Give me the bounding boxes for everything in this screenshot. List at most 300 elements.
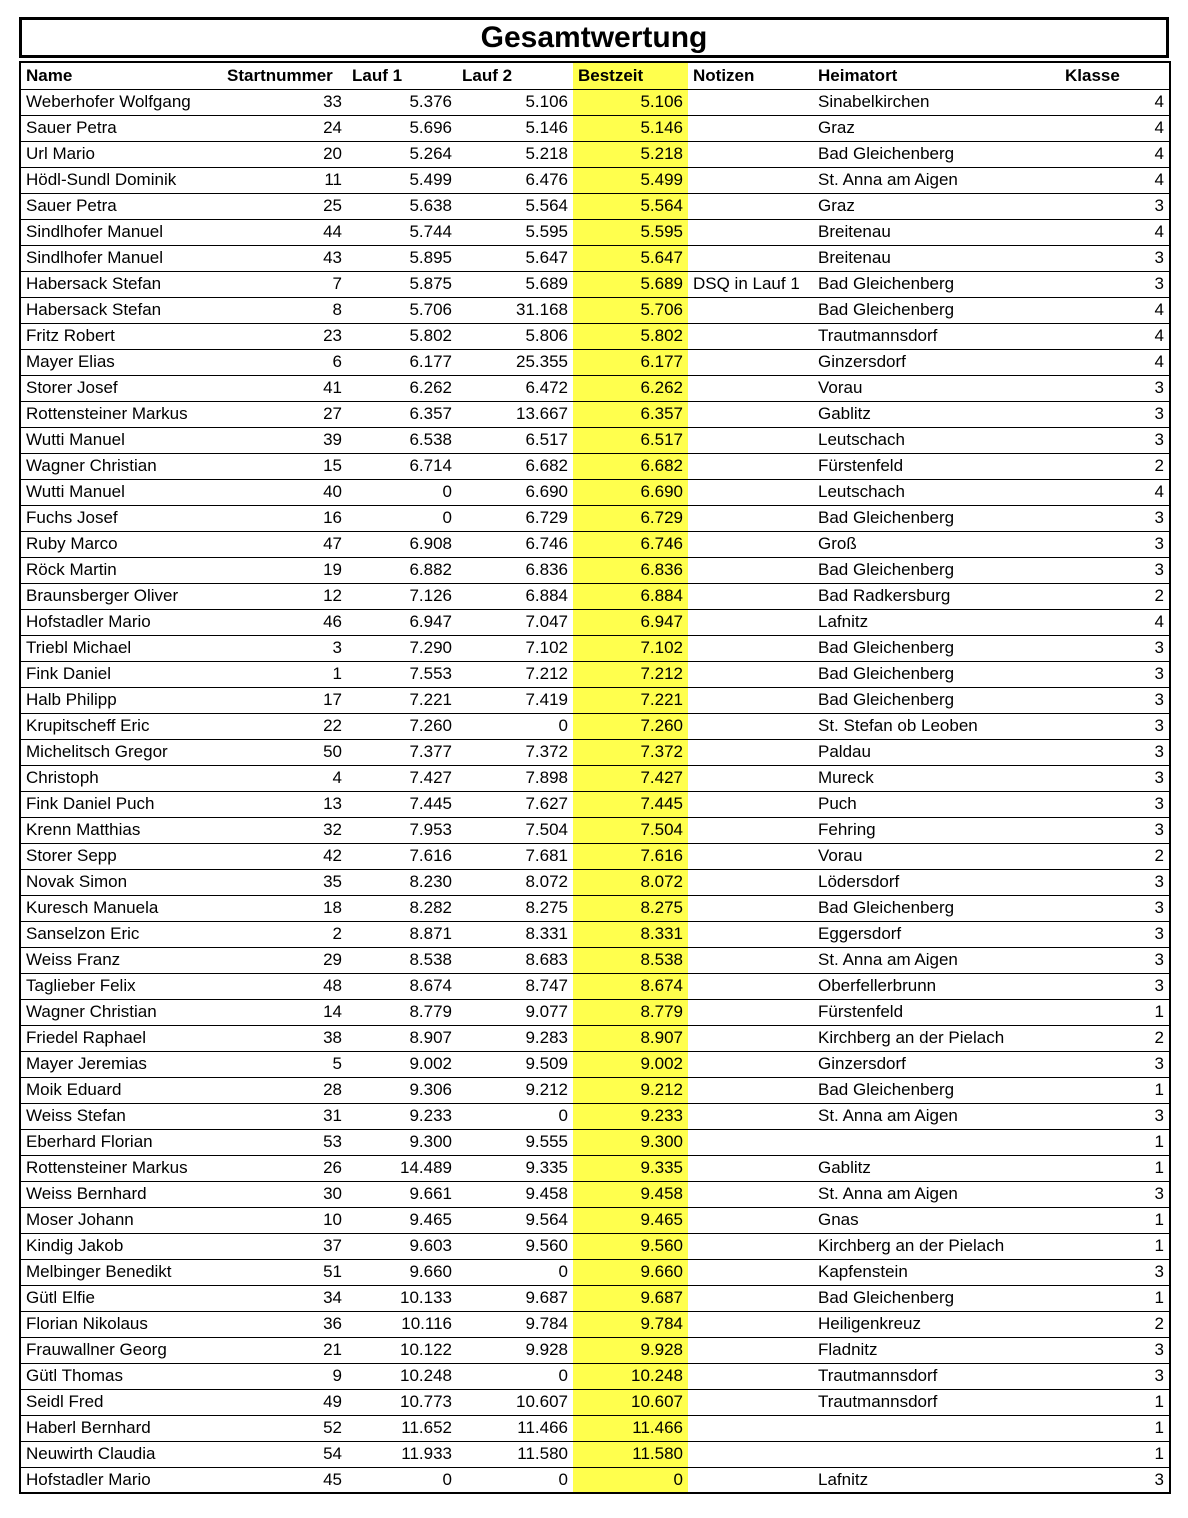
name-cell: Moik Eduard	[20, 1077, 222, 1103]
notizen-cell	[688, 661, 813, 687]
notizen-cell	[688, 1467, 813, 1493]
notizen-cell	[688, 843, 813, 869]
klasse-cell: 3	[1060, 557, 1170, 583]
klasse-cell: 2	[1060, 1311, 1170, 1337]
lauf2-cell: 13.667	[457, 401, 573, 427]
table-row	[20, 791, 1170, 817]
startnummer-cell: 10	[222, 1207, 347, 1233]
bestzeit-cell: 6.517	[573, 427, 688, 453]
heimatort-cell: Lödersdorf	[813, 869, 1060, 895]
notizen-cell	[688, 921, 813, 947]
name-cell: Gütl Elfie	[20, 1285, 222, 1311]
heimatort-cell: Puch	[813, 791, 1060, 817]
name-cell: Sauer Petra	[20, 193, 222, 219]
lauf2-cell: 9.555	[457, 1129, 573, 1155]
startnummer-cell: 22	[222, 713, 347, 739]
startnummer-cell: 8	[222, 297, 347, 323]
klasse-cell: 3	[1060, 1181, 1170, 1207]
bestzeit-cell: 7.616	[573, 843, 688, 869]
klasse-cell: 1	[1060, 1077, 1170, 1103]
lauf2-cell: 0	[457, 1103, 573, 1129]
table-row	[20, 1233, 1170, 1259]
bestzeit-cell: 9.300	[573, 1129, 688, 1155]
klasse-cell: 4	[1060, 89, 1170, 115]
name-cell: Hofstadler Mario	[20, 609, 222, 635]
klasse-cell: 1	[1060, 1389, 1170, 1415]
table-row	[20, 1363, 1170, 1389]
bestzeit-cell: 9.002	[573, 1051, 688, 1077]
klasse-cell: 1	[1060, 1207, 1170, 1233]
lauf1-cell: 6.947	[347, 609, 457, 635]
klasse-cell: 4	[1060, 219, 1170, 245]
notizen-cell	[688, 1259, 813, 1285]
lauf1-cell: 9.300	[347, 1129, 457, 1155]
heimatort-cell: Eggersdorf	[813, 921, 1060, 947]
startnummer-cell: 34	[222, 1285, 347, 1311]
lauf1-cell: 0	[347, 479, 457, 505]
column-header-klasse: Klasse	[1060, 62, 1170, 89]
lauf1-cell: 14.489	[347, 1155, 457, 1181]
table-row	[20, 765, 1170, 791]
lauf1-cell: 7.953	[347, 817, 457, 843]
startnummer-cell: 17	[222, 687, 347, 713]
lauf2-cell: 8.747	[457, 973, 573, 999]
name-cell: Mayer Jeremias	[20, 1051, 222, 1077]
name-cell: Kuresch Manuela	[20, 895, 222, 921]
lauf2-cell: 6.729	[457, 505, 573, 531]
lauf2-cell: 0	[457, 1259, 573, 1285]
klasse-cell: 1	[1060, 1285, 1170, 1311]
lauf2-cell: 5.806	[457, 323, 573, 349]
lauf2-cell: 7.372	[457, 739, 573, 765]
heimatort-cell: Fladnitz	[813, 1337, 1060, 1363]
notizen-cell	[688, 297, 813, 323]
klasse-cell: 3	[1060, 791, 1170, 817]
table-row	[20, 245, 1170, 271]
heimatort-cell: Graz	[813, 193, 1060, 219]
klasse-cell: 3	[1060, 1103, 1170, 1129]
notizen-cell	[688, 349, 813, 375]
lauf2-cell: 9.564	[457, 1207, 573, 1233]
table-row	[20, 1025, 1170, 1051]
sheet	[19, 17, 1169, 1494]
heimatort-cell: Gablitz	[813, 401, 1060, 427]
bestzeit-cell: 9.928	[573, 1337, 688, 1363]
klasse-cell: 1	[1060, 1415, 1170, 1441]
lauf2-cell: 0	[457, 1363, 573, 1389]
heimatort-cell: Lafnitz	[813, 1467, 1060, 1493]
klasse-cell: 4	[1060, 323, 1170, 349]
notizen-cell	[688, 219, 813, 245]
lauf1-cell: 8.282	[347, 895, 457, 921]
startnummer-cell: 40	[222, 479, 347, 505]
name-cell: Röck Martin	[20, 557, 222, 583]
lauf1-cell: 8.674	[347, 973, 457, 999]
startnummer-cell: 51	[222, 1259, 347, 1285]
lauf2-cell: 5.146	[457, 115, 573, 141]
heimatort-cell: Kirchberg an der Pielach	[813, 1233, 1060, 1259]
bestzeit-cell: 5.595	[573, 219, 688, 245]
name-cell: Weiss Bernhard	[20, 1181, 222, 1207]
lauf1-cell: 5.499	[347, 167, 457, 193]
startnummer-cell: 54	[222, 1441, 347, 1467]
klasse-cell: 1	[1060, 1233, 1170, 1259]
table-row	[20, 583, 1170, 609]
lauf2-cell: 6.836	[457, 557, 573, 583]
lauf1-cell: 5.895	[347, 245, 457, 271]
name-cell: Sindlhofer Manuel	[20, 219, 222, 245]
lauf2-cell: 9.077	[457, 999, 573, 1025]
klasse-cell: 3	[1060, 531, 1170, 557]
name-cell: Rottensteiner Markus	[20, 1155, 222, 1181]
notizen-cell	[688, 609, 813, 635]
table-row	[20, 1389, 1170, 1415]
table-row	[20, 895, 1170, 921]
table-row	[20, 713, 1170, 739]
name-cell: Eberhard Florian	[20, 1129, 222, 1155]
bestzeit-cell: 7.427	[573, 765, 688, 791]
bestzeit-cell: 6.884	[573, 583, 688, 609]
lauf2-cell: 5.106	[457, 89, 573, 115]
lauf1-cell: 7.221	[347, 687, 457, 713]
bestzeit-cell: 7.212	[573, 661, 688, 687]
notizen-cell	[688, 1337, 813, 1363]
heimatort-cell: Bad Gleichenberg	[813, 635, 1060, 661]
heimatort-cell: Trautmannsdorf	[813, 323, 1060, 349]
startnummer-cell: 21	[222, 1337, 347, 1363]
startnummer-cell: 28	[222, 1077, 347, 1103]
lauf2-cell: 7.212	[457, 661, 573, 687]
name-cell: Weiss Franz	[20, 947, 222, 973]
table-row	[20, 375, 1170, 401]
klasse-cell: 3	[1060, 947, 1170, 973]
name-cell: Fink Daniel	[20, 661, 222, 687]
bestzeit-cell: 11.466	[573, 1415, 688, 1441]
notizen-cell	[688, 401, 813, 427]
lauf2-cell: 6.690	[457, 479, 573, 505]
lauf1-cell: 6.882	[347, 557, 457, 583]
heimatort-cell: Bad Gleichenberg	[813, 895, 1060, 921]
lauf1-cell: 0	[347, 1467, 457, 1493]
bestzeit-cell: 10.248	[573, 1363, 688, 1389]
notizen-cell	[688, 167, 813, 193]
table-row	[20, 1103, 1170, 1129]
klasse-cell: 3	[1060, 401, 1170, 427]
name-cell: Wagner Christian	[20, 453, 222, 479]
table-row	[20, 1285, 1170, 1311]
startnummer-cell: 1	[222, 661, 347, 687]
table-row	[20, 297, 1170, 323]
startnummer-cell: 19	[222, 557, 347, 583]
startnummer-cell: 41	[222, 375, 347, 401]
klasse-cell: 3	[1060, 505, 1170, 531]
notizen-cell	[688, 375, 813, 401]
klasse-cell: 3	[1060, 375, 1170, 401]
bestzeit-cell: 6.729	[573, 505, 688, 531]
name-cell: Seidl Fred	[20, 1389, 222, 1415]
header-row	[20, 62, 1170, 89]
lauf2-cell: 10.607	[457, 1389, 573, 1415]
startnummer-cell: 4	[222, 765, 347, 791]
heimatort-cell: St. Anna am Aigen	[813, 1181, 1060, 1207]
lauf1-cell: 5.696	[347, 115, 457, 141]
table-row	[20, 1129, 1170, 1155]
startnummer-cell: 38	[222, 1025, 347, 1051]
lauf1-cell: 5.744	[347, 219, 457, 245]
notizen-cell	[688, 115, 813, 141]
lauf1-cell: 7.427	[347, 765, 457, 791]
name-cell: Sauer Petra	[20, 115, 222, 141]
lauf2-cell: 8.072	[457, 869, 573, 895]
heimatort-cell: Kapfenstein	[813, 1259, 1060, 1285]
bestzeit-cell: 9.335	[573, 1155, 688, 1181]
klasse-cell: 3	[1060, 661, 1170, 687]
name-cell: Krupitscheff Eric	[20, 713, 222, 739]
notizen-cell	[688, 479, 813, 505]
bestzeit-cell: 9.233	[573, 1103, 688, 1129]
heimatort-cell: Bad Gleichenberg	[813, 271, 1060, 297]
notizen-cell	[688, 1311, 813, 1337]
notizen-cell	[688, 1415, 813, 1441]
column-header-lauf2: Lauf 2	[457, 62, 573, 89]
heimatort-cell: Vorau	[813, 843, 1060, 869]
klasse-cell: 4	[1060, 297, 1170, 323]
lauf2-cell: 31.168	[457, 297, 573, 323]
table-row	[20, 479, 1170, 505]
bestzeit-cell: 7.102	[573, 635, 688, 661]
lauf1-cell: 7.445	[347, 791, 457, 817]
bestzeit-cell: 0	[573, 1467, 688, 1493]
bestzeit-cell: 7.504	[573, 817, 688, 843]
table-row	[20, 271, 1170, 297]
klasse-cell: 3	[1060, 1337, 1170, 1363]
bestzeit-cell: 6.836	[573, 557, 688, 583]
heimatort-cell	[813, 1441, 1060, 1467]
bestzeit-cell: 5.564	[573, 193, 688, 219]
notizen-cell	[688, 245, 813, 271]
startnummer-cell: 50	[222, 739, 347, 765]
name-cell: Wutti Manuel	[20, 479, 222, 505]
results-table	[19, 61, 1171, 1494]
startnummer-cell: 43	[222, 245, 347, 271]
bestzeit-cell: 9.212	[573, 1077, 688, 1103]
lauf1-cell: 9.233	[347, 1103, 457, 1129]
table-row	[20, 89, 1170, 115]
lauf1-cell: 6.357	[347, 401, 457, 427]
bestzeit-cell: 11.580	[573, 1441, 688, 1467]
name-cell: Storer Josef	[20, 375, 222, 401]
bestzeit-cell: 5.647	[573, 245, 688, 271]
notizen-cell	[688, 739, 813, 765]
column-header-name: Name	[20, 62, 222, 89]
name-cell: Florian Nikolaus	[20, 1311, 222, 1337]
lauf2-cell: 7.898	[457, 765, 573, 791]
bestzeit-cell: 9.465	[573, 1207, 688, 1233]
klasse-cell: 3	[1060, 687, 1170, 713]
bestzeit-cell: 8.907	[573, 1025, 688, 1051]
lauf1-cell: 11.652	[347, 1415, 457, 1441]
lauf1-cell: 0	[347, 505, 457, 531]
lauf2-cell: 9.509	[457, 1051, 573, 1077]
startnummer-cell: 46	[222, 609, 347, 635]
table-row	[20, 115, 1170, 141]
klasse-cell: 4	[1060, 349, 1170, 375]
heimatort-cell: Breitenau	[813, 219, 1060, 245]
bestzeit-cell: 9.560	[573, 1233, 688, 1259]
lauf2-cell: 5.218	[457, 141, 573, 167]
lauf2-cell: 9.212	[457, 1077, 573, 1103]
name-cell: Mayer Elias	[20, 349, 222, 375]
lauf1-cell: 6.177	[347, 349, 457, 375]
notizen-cell	[688, 1285, 813, 1311]
table-row	[20, 609, 1170, 635]
bestzeit-cell: 6.947	[573, 609, 688, 635]
klasse-cell: 2	[1060, 843, 1170, 869]
lauf1-cell: 8.871	[347, 921, 457, 947]
startnummer-cell: 25	[222, 193, 347, 219]
bestzeit-cell: 9.660	[573, 1259, 688, 1285]
lauf1-cell: 9.306	[347, 1077, 457, 1103]
notizen-cell	[688, 1389, 813, 1415]
notizen-cell	[688, 1051, 813, 1077]
name-cell: Wagner Christian	[20, 999, 222, 1025]
lauf2-cell: 9.458	[457, 1181, 573, 1207]
klasse-cell: 2	[1060, 583, 1170, 609]
heimatort-cell: St. Stefan ob Leoben	[813, 713, 1060, 739]
lauf1-cell: 8.538	[347, 947, 457, 973]
klasse-cell: 4	[1060, 115, 1170, 141]
name-cell: Taglieber Felix	[20, 973, 222, 999]
bestzeit-cell: 10.607	[573, 1389, 688, 1415]
table-row	[20, 453, 1170, 479]
notizen-cell	[688, 817, 813, 843]
heimatort-cell: St. Anna am Aigen	[813, 1103, 1060, 1129]
name-cell: Braunsberger Oliver	[20, 583, 222, 609]
bestzeit-cell: 7.445	[573, 791, 688, 817]
heimatort-cell: Bad Radkersburg	[813, 583, 1060, 609]
lauf2-cell: 5.689	[457, 271, 573, 297]
heimatort-cell: Lafnitz	[813, 609, 1060, 635]
heimatort-cell: Ginzersdorf	[813, 1051, 1060, 1077]
name-cell: Krenn Matthias	[20, 817, 222, 843]
lauf2-cell: 11.466	[457, 1415, 573, 1441]
name-cell: Habersack Stefan	[20, 271, 222, 297]
heimatort-cell: Oberfellerbrunn	[813, 973, 1060, 999]
lauf2-cell: 9.283	[457, 1025, 573, 1051]
table-row	[20, 1051, 1170, 1077]
startnummer-cell: 11	[222, 167, 347, 193]
table-row	[20, 1337, 1170, 1363]
notizen-cell	[688, 1441, 813, 1467]
table-row	[20, 167, 1170, 193]
startnummer-cell: 30	[222, 1181, 347, 1207]
notizen-cell	[688, 765, 813, 791]
startnummer-cell: 44	[222, 219, 347, 245]
notizen-cell	[688, 453, 813, 479]
lauf2-cell: 0	[457, 1467, 573, 1493]
klasse-cell: 3	[1060, 895, 1170, 921]
lauf2-cell: 9.784	[457, 1311, 573, 1337]
klasse-cell: 3	[1060, 271, 1170, 297]
notizen-cell	[688, 947, 813, 973]
notizen-cell	[688, 1207, 813, 1233]
notizen-cell	[688, 1025, 813, 1051]
lauf1-cell: 9.661	[347, 1181, 457, 1207]
name-cell: Fuchs Josef	[20, 505, 222, 531]
klasse-cell: 4	[1060, 167, 1170, 193]
table-row	[20, 869, 1170, 895]
lauf1-cell: 7.616	[347, 843, 457, 869]
heimatort-cell: Bad Gleichenberg	[813, 557, 1060, 583]
klasse-cell: 1	[1060, 1441, 1170, 1467]
table-row	[20, 323, 1170, 349]
heimatort-cell: Gnas	[813, 1207, 1060, 1233]
startnummer-cell: 47	[222, 531, 347, 557]
lauf2-cell: 9.928	[457, 1337, 573, 1363]
bestzeit-cell: 5.499	[573, 167, 688, 193]
klasse-cell: 3	[1060, 635, 1170, 661]
startnummer-cell: 24	[222, 115, 347, 141]
table-row	[20, 141, 1170, 167]
page-title: Gesamtwertung	[480, 20, 708, 54]
name-cell: Triebl Michael	[20, 635, 222, 661]
notizen-cell	[688, 1363, 813, 1389]
lauf1-cell: 6.538	[347, 427, 457, 453]
lauf1-cell: 7.126	[347, 583, 457, 609]
bestzeit-cell: 5.218	[573, 141, 688, 167]
heimatort-cell: Bad Gleichenberg	[813, 687, 1060, 713]
lauf2-cell: 6.682	[457, 453, 573, 479]
heimatort-cell: Heiligenkreuz	[813, 1311, 1060, 1337]
notizen-cell	[688, 141, 813, 167]
heimatort-cell: Breitenau	[813, 245, 1060, 271]
table-row	[20, 349, 1170, 375]
lauf1-cell: 10.122	[347, 1337, 457, 1363]
table-row	[20, 999, 1170, 1025]
table-row	[20, 661, 1170, 687]
heimatort-cell: Trautmannsdorf	[813, 1363, 1060, 1389]
heimatort-cell: Trautmannsdorf	[813, 1389, 1060, 1415]
table-row	[20, 739, 1170, 765]
klasse-cell: 3	[1060, 427, 1170, 453]
startnummer-cell: 45	[222, 1467, 347, 1493]
startnummer-cell: 6	[222, 349, 347, 375]
name-cell: Rottensteiner Markus	[20, 401, 222, 427]
bestzeit-cell: 8.331	[573, 921, 688, 947]
startnummer-cell: 18	[222, 895, 347, 921]
name-cell: Hofstadler Mario	[20, 1467, 222, 1493]
lauf2-cell: 7.419	[457, 687, 573, 713]
startnummer-cell: 2	[222, 921, 347, 947]
bestzeit-cell: 5.106	[573, 89, 688, 115]
table-row	[20, 1155, 1170, 1181]
bestzeit-cell: 6.262	[573, 375, 688, 401]
klasse-cell: 3	[1060, 817, 1170, 843]
table-row	[20, 193, 1170, 219]
heimatort-cell: Fürstenfeld	[813, 453, 1060, 479]
name-cell: Novak Simon	[20, 869, 222, 895]
bestzeit-cell: 7.260	[573, 713, 688, 739]
lauf1-cell: 5.706	[347, 297, 457, 323]
lauf2-cell: 7.627	[457, 791, 573, 817]
klasse-cell: 3	[1060, 869, 1170, 895]
table-row	[20, 635, 1170, 661]
startnummer-cell: 26	[222, 1155, 347, 1181]
klasse-cell: 3	[1060, 713, 1170, 739]
klasse-cell: 1	[1060, 1129, 1170, 1155]
name-cell: Frauwallner Georg	[20, 1337, 222, 1363]
table-row	[20, 1259, 1170, 1285]
